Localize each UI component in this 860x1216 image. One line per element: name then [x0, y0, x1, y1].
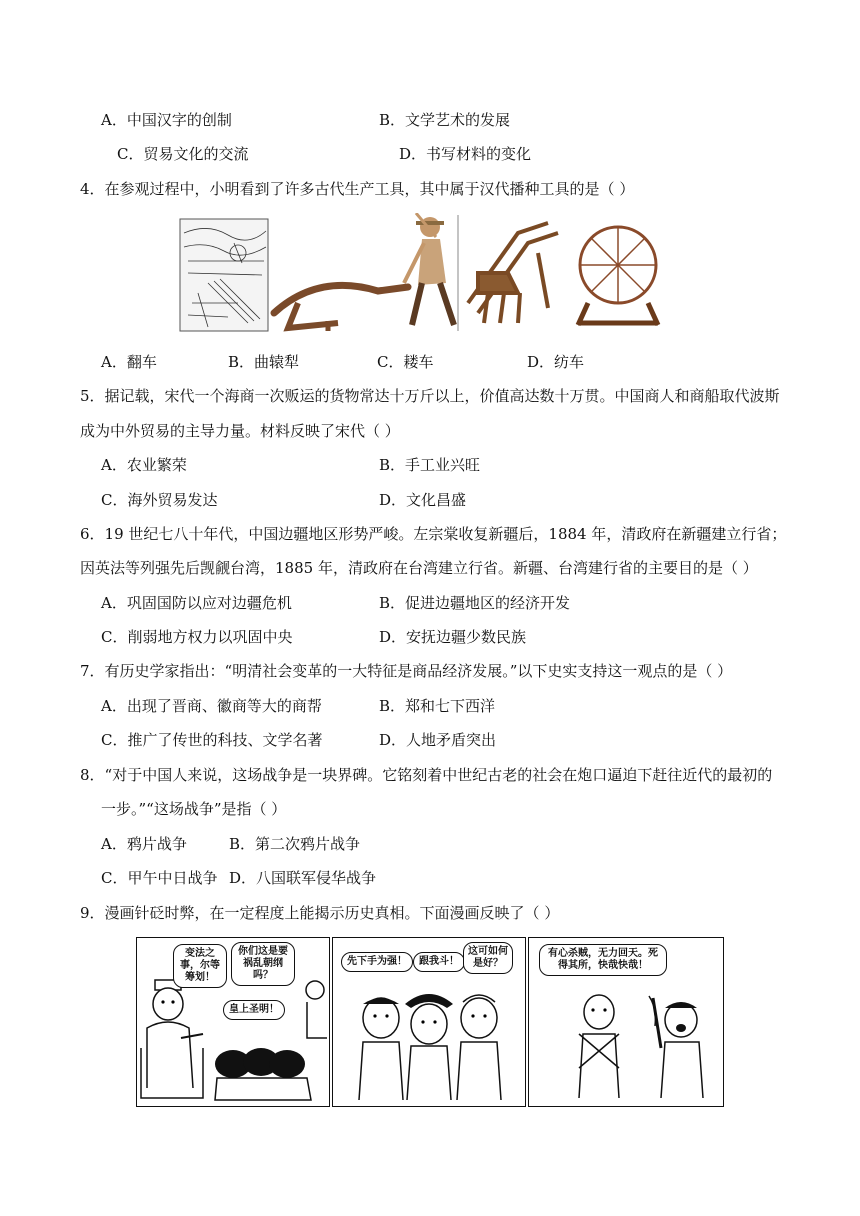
- q5-stem-line2: 成为中外贸易的主导力量。材料反映了宋代（ ）: [80, 422, 400, 440]
- q5-option-c: C．海外贸易发达: [101, 491, 218, 509]
- q3-option-a: A．中国汉字的创制: [101, 111, 232, 129]
- q8-option-b: B．第二次鸦片战争: [229, 835, 361, 853]
- q3-option-d: D．书写材料的变化: [399, 145, 532, 163]
- q7-option-a: A．出现了晋商、徽商等大的商帮: [101, 697, 322, 715]
- cartoon-bubble-2: 你们这是要祸乱朝纲吗？: [231, 942, 295, 986]
- q4-option-d: D．纺车: [527, 353, 585, 371]
- cartoon-bubble-4: 先下手为强！: [341, 952, 413, 972]
- tools-image-icon: [178, 213, 664, 333]
- q7-option-d: D．人地矛盾突出: [379, 731, 497, 749]
- q5-option-d: D．文化昌盛: [379, 491, 467, 509]
- q6-option-b: B．促进边疆地区的经济开发: [379, 594, 571, 612]
- cartoon-bubble-6: 这可如何是好？: [463, 942, 513, 974]
- q6-option-d: D．安抚边疆少数民族: [379, 628, 527, 646]
- cartoon-bubble-7: 有心杀贼，无力回天。死得其所，快哉快哉！: [539, 944, 667, 976]
- cartoon-panel-3: [528, 937, 724, 1107]
- q3-option-b: B．文学艺术的发展: [379, 111, 511, 129]
- q6-stem-line1: 6．19 世纪七八十年代，中国边疆地区形势严峻。左宗棠收复新疆后，1884 年，清政府在新疆建立行省；: [80, 525, 787, 543]
- q5-option-b: B．手工业兴旺: [379, 456, 481, 474]
- cartoon-bubble-3: 皇上圣明！: [223, 1000, 285, 1020]
- q9-cartoon: [136, 937, 724, 1109]
- cartoon-bubble-1: 变法之事，尔等筹划！: [173, 944, 227, 988]
- q7-option-b: B．郑和七下西洋: [379, 697, 496, 715]
- q6-stem-line2: 因英法等列强先后觊觎台湾，1885 年，清政府在台湾建立行省。新疆、台湾建行省的主要目的是（ ）: [80, 559, 758, 577]
- q3-option-c: C．贸易文化的交流: [117, 145, 249, 163]
- q8-option-a: A．鸦片战争: [101, 835, 187, 853]
- q4-tools-figure: [178, 213, 664, 333]
- q8-option-d: D．八国联军侵华战争: [229, 869, 377, 887]
- cartoon-panel-2: [332, 937, 526, 1107]
- q8-stem-line1: 8．“对于中国人来说，这场战争是一块界碑。它铭刻着中世纪古老的社会在炮口逼迫下赶往近代的最初的: [80, 766, 773, 784]
- q4-option-c: C．耧车: [377, 353, 434, 371]
- q6-option-a: A．巩固国防以应对边疆危机: [101, 594, 292, 612]
- q5-option-a: A．农业繁荣: [101, 456, 187, 474]
- q6-option-c: C．削弱地方权力以巩固中央: [101, 628, 293, 646]
- q8-stem-line2: 一步。”“这场战争”是指（ ）: [101, 800, 287, 818]
- q4-option-a: A．翻车: [101, 353, 157, 371]
- q5-stem-line1: 5．据记载，宋代一个海商一次贩运的货物常达十万斤以上，价值高达数十万贯。中国商人和商船取代波斯: [80, 387, 780, 405]
- q7-stem: 7．有历史学家指出：“明清社会变革的一大特征是商品经济发展。”以下史实支持这一观点的是（ ）: [80, 662, 733, 680]
- cartoon-panel-1: [136, 937, 330, 1107]
- q9-stem: 9．漫画针砭时弊，在一定程度上能揭示历史真相。下面漫画反映了（ ）: [80, 904, 560, 922]
- q4-stem: 4．在参观过程中，小明看到了许多古代生产工具，其中属于汉代播种工具的是（ ）: [80, 180, 635, 198]
- q4-option-b: B．曲辕犁: [228, 353, 300, 371]
- q8-option-c: C．甲午中日战争: [101, 869, 218, 887]
- q7-option-c: C．推广了传世的科技、文学名著: [101, 731, 323, 749]
- cartoon-bubble-5: 跟我斗！: [413, 952, 465, 972]
